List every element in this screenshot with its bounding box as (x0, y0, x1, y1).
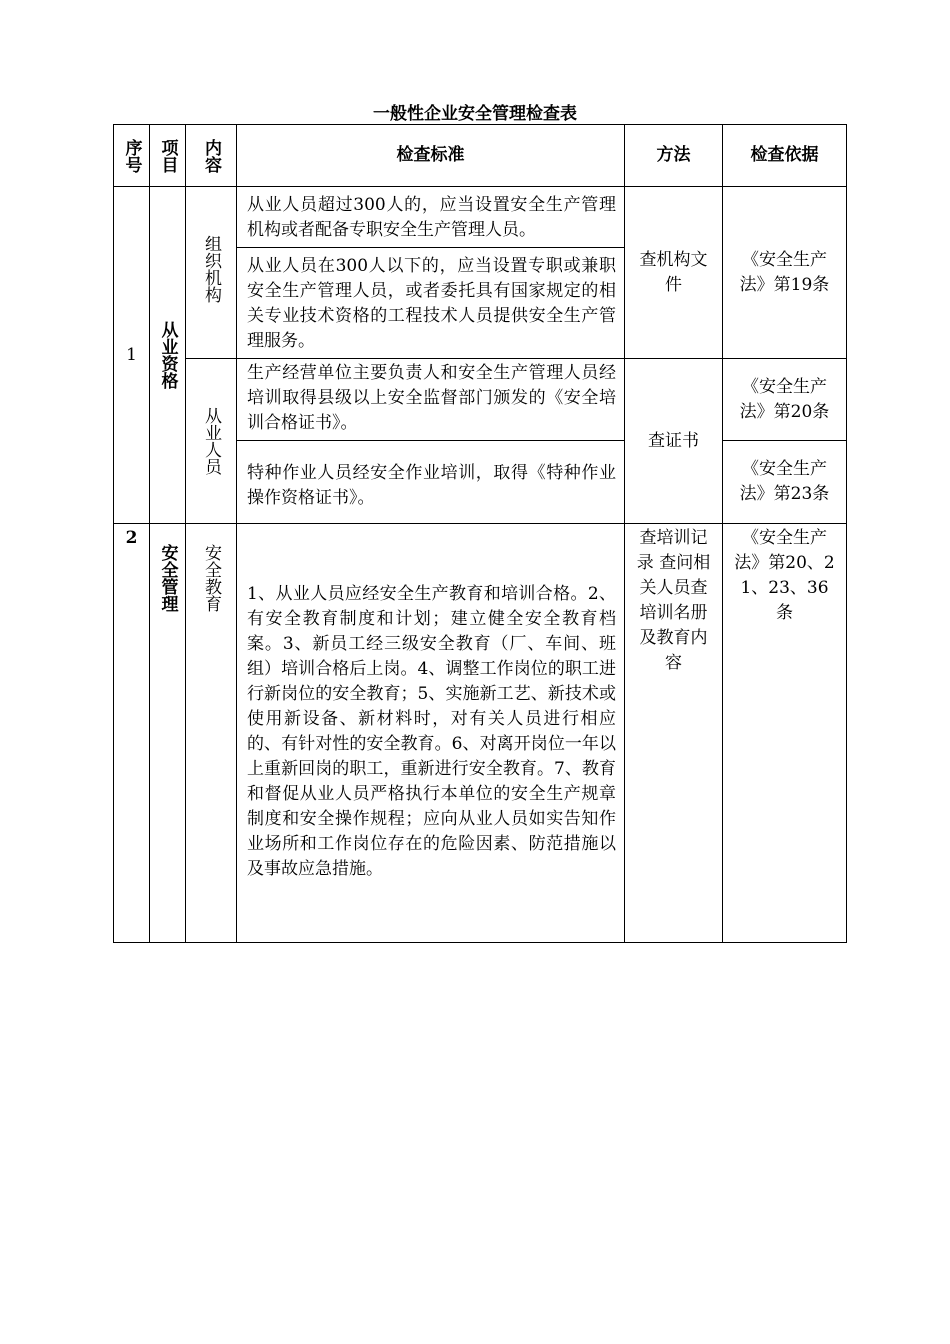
standard-cell: 特种作业人员经安全作业培训，取得《特种作业操作资格证书》。 (237, 441, 625, 524)
basis-cell: 《安全生产法》第20、21、23、36条 (723, 524, 847, 943)
header-seq: 序号 (114, 125, 150, 187)
method-cell: 查机构文件 (625, 187, 723, 359)
standard-cell: 1、从业人员应经安全生产教育和培训合格。2、有安全教育制度和计划；建立健全安全教育档案。3、新员工经三级安全教育（厂、车间、班组）培训合格后上岗。4、调整工作岗位的职工进行新岗位的安全教育；5、实施新工艺、新技术或使用新设备、新材料时，对有关人员进行相应的、有针对性的安全教育。6、对离开岗位一年以上重新回岗的职工，重新进行安全教育。7、教育和督促从业人员严格执行本单位的安全生产规章制度和安全操作规程；应向从业人员如实告知作业场所和工作岗位存在的危险因素、防范措施以及事故应急措施。 (237, 524, 625, 943)
basis-cell: 《安全生产法》第20条 (723, 359, 847, 441)
header-basis: 检查依据 (723, 125, 847, 187)
basis-cell: 《安全生产法》第23条 (723, 441, 847, 524)
standard-cell: 生产经营单位主要负责人和安全生产管理人员经培训取得县级以上安全监督部门颁发的《安全培训合格证书》。 (237, 359, 625, 441)
item-cell: 从业资格 (150, 187, 186, 524)
seq-cell: 2 (114, 524, 150, 943)
standard-cell: 从业人员超过300人的，应当设置安全生产管理机构或者配备专职安全生产管理人员。 (237, 187, 625, 248)
seq-cell: 1 (114, 187, 150, 524)
header-item: 项目 (150, 125, 186, 187)
table-row (114, 524, 847, 943)
content-cell: 从业人员 (186, 359, 237, 524)
item-cell: 安全管理 (150, 524, 186, 943)
table-row (114, 187, 847, 248)
header-method: 方法 (625, 125, 723, 187)
method-cell: 查培训记录 查问相关人员查培训名册及教育内容 (625, 524, 723, 943)
standard-cell: 从业人员在300人以下的，应当设置专职或兼职安全生产管理人员，或者委托具有国家规定的相关专业技术资格的工程技术人员提供安全生产管理服务。 (237, 248, 625, 359)
table-row (114, 359, 847, 441)
document-title: 一般性企业安全管理检查表 (373, 104, 577, 124)
content-cell: 组织机构 (186, 187, 237, 359)
header-row (114, 125, 847, 187)
basis-cell: 《安全生产法》第19条 (723, 187, 847, 359)
header-standard: 检查标准 (237, 125, 625, 187)
content-cell: 安全教育 (186, 524, 237, 943)
inspection-table (113, 124, 847, 943)
method-cell: 查证书 (625, 359, 723, 524)
header-content: 内容 (186, 125, 237, 187)
